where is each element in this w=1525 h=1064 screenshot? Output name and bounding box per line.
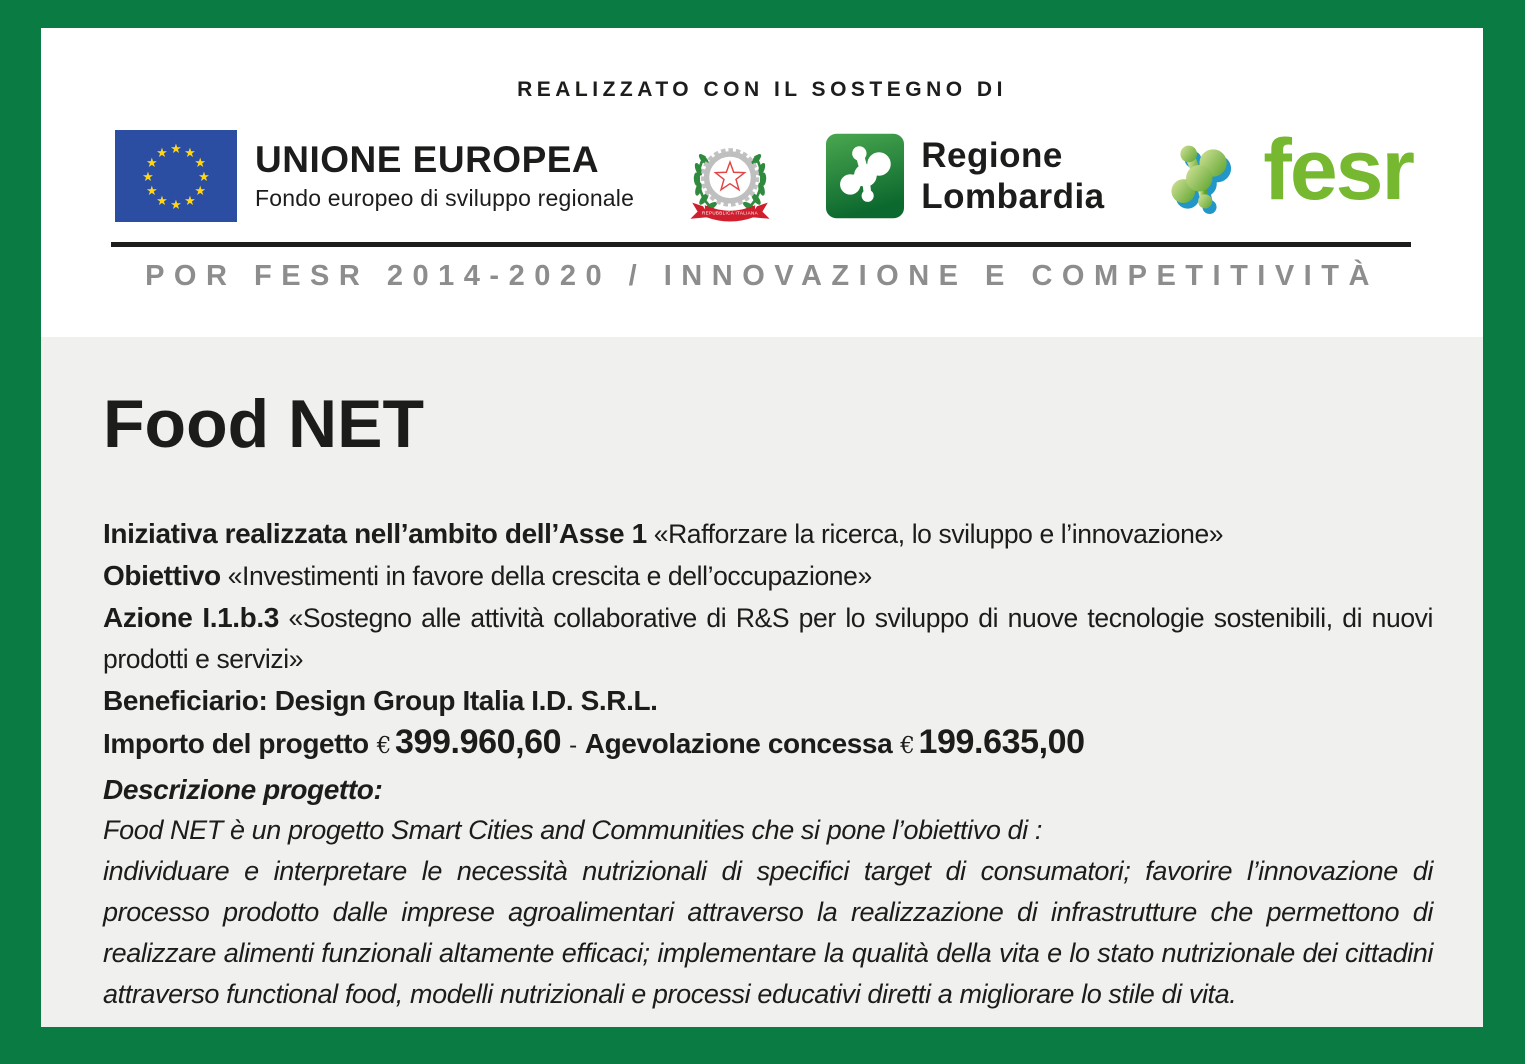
eu-texts	[255, 140, 634, 213]
eu-logo	[115, 130, 634, 222]
separator-rule	[111, 242, 1411, 247]
line-beneficiario-label: Beneficiario: Design Group Italia I.D. S.R.L.	[103, 685, 658, 716]
funding-separator: -	[569, 732, 577, 759]
line-beneficiario	[103, 680, 1433, 722]
line-obiettivo	[103, 555, 1433, 597]
support-text: REALIZZATO CON IL SOSTEGNO DI	[517, 78, 1007, 101]
euro-sign: €	[376, 733, 391, 759]
italy-emblem-icon	[685, 127, 775, 226]
project-details	[103, 513, 1433, 1015]
euro-sign: €	[900, 733, 915, 759]
ribbon-text: REPUBBLICA ITALIANA	[701, 209, 758, 215]
funding-project-amount: 399.960,60	[395, 723, 562, 761]
description-body: individuare e interpretare le necessità nutrizionali di specifici target di consumatori; favorire l’innovazione di processo prodotto dalle imprese agroalimentari attraverso la realizzazione di infrastrutture che permettono di realizzare alimenti funzionali altamente efficaci; implementare la qualità della vita e lo stato nutrizionale dei cittadini attraverso functional food, modelli nutrizionali e processi educativi diretti a migliorare lo stile di vita.	[103, 856, 1433, 1009]
eu-star: ★	[184, 144, 196, 160]
eu-star: ★	[142, 169, 154, 184]
eu-flag-icon	[115, 130, 237, 222]
main-section	[41, 337, 1483, 1027]
eu-star: ★	[194, 155, 207, 170]
content-frame	[41, 28, 1483, 1027]
line-azione	[103, 597, 1433, 680]
funding-project-label: Importo del progetto	[103, 728, 369, 759]
description-label: Descrizione progetto:	[103, 774, 383, 805]
eu-star: ★	[156, 193, 168, 209]
eu-star: ★	[198, 169, 210, 184]
rosa-camuna-icon	[825, 133, 905, 219]
eu-star: ★	[170, 197, 182, 212]
lombardia-logo	[825, 133, 1104, 219]
line-iniziativa-label: Iniziativa realizzata nell’ambito dell’Asse 1	[103, 518, 647, 549]
line-obiettivo-text: «Investimenti in favore della crescita e dell’occupazione»	[227, 561, 872, 591]
eu-title: UNIONE EUROPEA	[255, 138, 600, 180]
lombardia-name-line2: Lombardia	[921, 177, 1105, 216]
funding-grant-amount: 199.635,00	[918, 723, 1085, 761]
funding-grant-label: Agevolazione concessa	[584, 728, 893, 759]
description-intro: Food NET è un progetto Smart Cities and Communities che si pone l’obiettivo di :	[103, 815, 1042, 845]
lombardia-name	[921, 135, 1104, 217]
fesr-symbol-icon	[1155, 129, 1243, 224]
program-line: POR FESR 2014-2020 / INNOVAZIONE E COMPETITIVITÀ	[145, 260, 1379, 292]
line-azione-text: «Sostegno alle attività collaborative di R&S per lo sviluppo di nuove tecnologie sostenibili, di nuovi prodotti e servizi»	[103, 603, 1433, 674]
funding-line	[103, 722, 1433, 769]
fesr-wordmark: fesr	[1263, 122, 1413, 218]
page-title: Food NET	[103, 386, 425, 462]
eu-star: ★	[145, 155, 158, 170]
lombardia-name-line1: Regione	[921, 136, 1063, 175]
eu-subtitle: Fondo europeo di sviluppo regionale	[255, 185, 635, 212]
eu-star: ★	[170, 141, 182, 156]
eu-star: ★	[184, 193, 196, 209]
eu-star: ★	[156, 144, 168, 160]
line-azione-label: Azione I.1.b.3	[103, 602, 279, 633]
line-iniziativa	[103, 513, 1433, 555]
eu-star: ★	[194, 183, 207, 198]
line-obiettivo-label: Obiettivo	[103, 560, 221, 591]
fesr-logo	[1155, 122, 1413, 224]
logos-row	[115, 122, 1413, 226]
line-iniziativa-text: «Rafforzare la ricerca, lo sviluppo e l’innovazione»	[653, 519, 1224, 549]
eu-star: ★	[145, 183, 158, 198]
header	[41, 28, 1483, 337]
